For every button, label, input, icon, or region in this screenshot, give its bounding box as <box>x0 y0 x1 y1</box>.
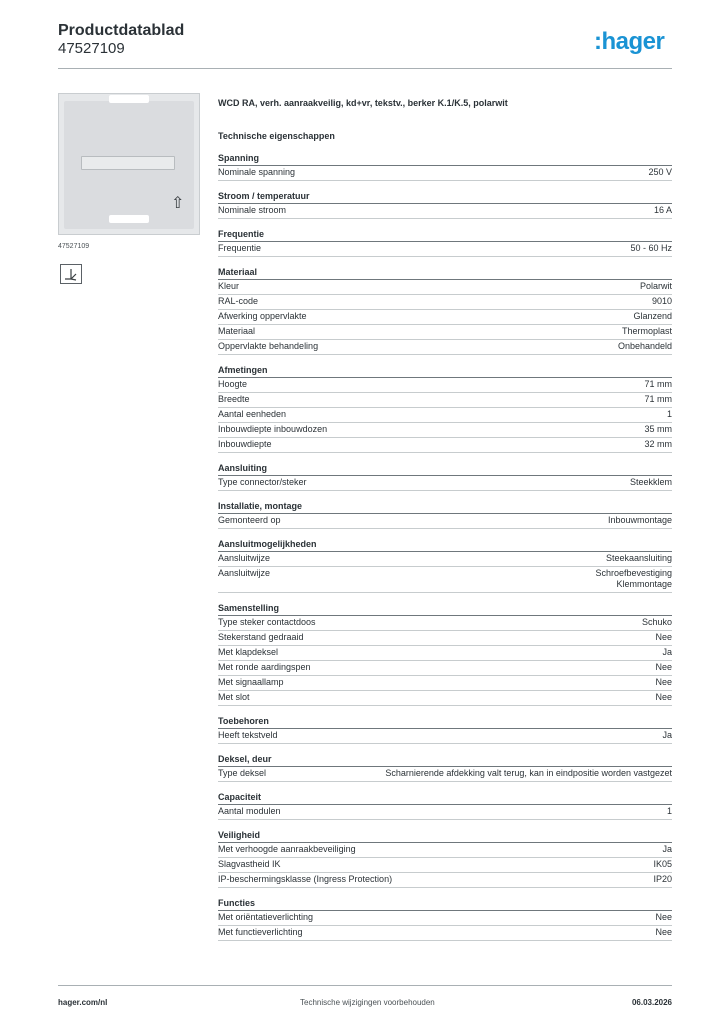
spec-label: Aansluitwijze <box>218 553 271 563</box>
spec-value: Nee <box>655 912 672 922</box>
spec-value: Nee <box>655 692 672 702</box>
spec-value: Nee <box>655 632 672 642</box>
spec-row <box>218 843 672 858</box>
spec-section <box>218 364 672 453</box>
spec-label: Met oriëntatieverlichting <box>218 912 314 922</box>
spec-value: Nee <box>655 677 672 687</box>
spec-label: Stekerstand gedraaid <box>218 632 304 642</box>
spec-section <box>218 500 672 529</box>
spec-row <box>218 325 672 340</box>
spec-label: Materiaal <box>218 326 256 336</box>
section-title: Stroom / temperatuur <box>218 190 672 204</box>
spec-label: Inbouwdiepte inbouwdozen <box>218 424 328 434</box>
spec-row <box>218 631 672 646</box>
spec-section <box>218 829 672 888</box>
spec-row <box>218 280 672 295</box>
product-image <box>58 93 200 235</box>
spec-label: Met slot <box>218 692 250 702</box>
spec-section <box>218 897 672 941</box>
socket-bottom-tab <box>109 215 149 223</box>
spec-value: Ja <box>662 844 672 854</box>
spec-label: Met klapdeksel <box>218 647 279 657</box>
spec-row <box>218 378 672 393</box>
section-title: Installatie, montage <box>218 500 672 514</box>
section-title: Samenstelling <box>218 602 672 616</box>
spec-value: 71 mm <box>644 379 672 389</box>
spec-section <box>218 753 672 782</box>
spec-row <box>218 423 672 438</box>
spec-label: Kleur <box>218 281 240 291</box>
spec-label: Breedte <box>218 394 250 404</box>
spec-row <box>218 616 672 631</box>
socket-connection-symbol-icon <box>60 264 82 284</box>
spec-value: 1 <box>666 806 672 816</box>
spec-value: 16 A <box>653 205 672 215</box>
footer-website-link[interactable]: hager.com/nl <box>58 998 108 1007</box>
spec-row <box>218 242 672 257</box>
hager-logo[interactable]: :hager <box>594 28 665 55</box>
spec-row <box>218 340 672 355</box>
socket-top-tab <box>109 95 149 103</box>
spec-row <box>218 926 672 941</box>
spec-label: Met signaallamp <box>218 677 284 687</box>
spec-section <box>218 715 672 744</box>
spec-label: Nominale spanning <box>218 167 296 177</box>
spec-label: Hoogte <box>218 379 248 389</box>
section-title: Frequentie <box>218 228 672 242</box>
spec-row <box>218 438 672 453</box>
spec-row <box>218 911 672 926</box>
spec-label: Frequentie <box>218 243 262 253</box>
spec-label: Aantal modulen <box>218 806 281 816</box>
spec-label: Type deksel <box>218 768 267 778</box>
spec-content <box>218 96 672 950</box>
spec-row <box>218 166 672 181</box>
spec-value: 1 <box>666 409 672 419</box>
spec-row <box>218 552 672 567</box>
spec-label: Afwerking oppervlakte <box>218 311 307 321</box>
spec-row <box>218 661 672 676</box>
spec-value: Steekklem <box>629 477 672 487</box>
spec-row <box>218 476 672 491</box>
spec-value: Ja <box>662 730 672 740</box>
section-title: Aansluitmogelijkheden <box>218 538 672 552</box>
spec-label: Aansluitwijze <box>218 568 271 578</box>
spec-section <box>218 228 672 257</box>
spec-value: 50 - 60 Hz <box>630 243 672 253</box>
spec-section <box>218 791 672 820</box>
spec-value: Steekaansluiting <box>605 553 672 563</box>
spec-row <box>218 310 672 325</box>
spec-row <box>218 295 672 310</box>
footer-divider <box>58 985 672 986</box>
spec-sections <box>218 152 672 941</box>
spec-row <box>218 204 672 219</box>
spec-row <box>218 676 672 691</box>
spec-value: Thermoplast <box>621 326 672 336</box>
spec-label: Oppervlakte behandeling <box>218 341 319 351</box>
spec-label: Inbouwdiepte <box>218 439 272 449</box>
spec-value: IK05 <box>653 859 672 869</box>
product-title: WCD RA, verh. aanraakveilig, kd+vr, tekstv., berker K.1/K.5, polarwit <box>218 98 508 108</box>
up-arrow-icon: ⇧ <box>171 195 185 212</box>
header-divider <box>58 68 672 69</box>
spec-label: Slagvastheid IK <box>218 859 281 869</box>
spec-value: 35 mm <box>644 424 672 434</box>
spec-row <box>218 858 672 873</box>
spec-label: RAL-code <box>218 296 259 306</box>
spec-value: IP20 <box>653 874 672 884</box>
section-title: Deksel, deur <box>218 753 672 767</box>
spec-value: Onbehandeld <box>617 341 672 351</box>
spec-row <box>218 805 672 820</box>
spec-label: Aantal eenheden <box>218 409 287 419</box>
spec-section <box>218 266 672 355</box>
spec-row <box>218 514 672 529</box>
spec-label: Met ronde aardingspen <box>218 662 311 672</box>
spec-section <box>218 190 672 219</box>
spec-label: Type connector/steker <box>218 477 307 487</box>
spec-label: Met functieverlichting <box>218 927 303 937</box>
spec-value: Glanzend <box>633 311 672 321</box>
spec-value: Inbouwmontage <box>607 515 672 525</box>
spec-section <box>218 538 672 593</box>
footer-date: 06.03.2026 <box>631 998 672 1007</box>
label-field <box>81 156 175 170</box>
spec-value: 9010 <box>651 296 672 306</box>
spec-label: Type steker contactdoos <box>218 617 316 627</box>
spec-value: Nee <box>655 662 672 672</box>
spec-label: Gemonteerd op <box>218 515 281 525</box>
spec-value: Ja <box>662 647 672 657</box>
spec-label: Heeft tekstveld <box>218 730 278 740</box>
spec-value: Schuko <box>641 617 672 627</box>
spec-row <box>218 646 672 661</box>
spec-value: Nee <box>655 927 672 937</box>
spec-value: Scharnierende afdekking valt terug, kan in eindpositie worden vastgezet <box>385 768 672 778</box>
spec-value: Polarwit <box>639 281 672 291</box>
product-number: 47527109 <box>58 40 125 57</box>
spec-row <box>218 873 672 888</box>
spec-value: 32 mm <box>644 439 672 449</box>
section-title: Toebehoren <box>218 715 672 729</box>
spec-row <box>218 729 672 744</box>
spec-row <box>218 767 672 782</box>
spec-section <box>218 152 672 181</box>
spec-value: 71 mm <box>644 394 672 404</box>
spec-section <box>218 462 672 491</box>
spec-value: Schroefbevestiging Klemmontage <box>595 568 672 589</box>
spec-row <box>218 691 672 706</box>
section-title: Materiaal <box>218 266 672 280</box>
doc-title: Productdatablad <box>58 22 185 39</box>
section-title: Aansluiting <box>218 462 672 476</box>
spec-row <box>218 393 672 408</box>
tech-heading: Technische eigenschappen <box>218 131 335 141</box>
section-title: Capaciteit <box>218 791 672 805</box>
spec-row <box>218 567 672 593</box>
spec-row <box>218 408 672 423</box>
spec-label: IP-beschermingsklasse (Ingress Protection) <box>218 874 393 884</box>
image-caption: 47527109 <box>58 243 90 250</box>
footer-disclaimer: Technische wijzigingen voorbehouden <box>300 998 435 1007</box>
spec-value: 250 V <box>648 167 672 177</box>
section-title: Afmetingen <box>218 364 672 378</box>
spec-label: Met verhoogde aanraakbeveiliging <box>218 844 356 854</box>
spec-label: Nominale stroom <box>218 205 287 215</box>
section-title: Veiligheid <box>218 829 672 843</box>
section-title: Spanning <box>218 152 672 166</box>
spec-section <box>218 602 672 706</box>
section-title: Functies <box>218 897 672 911</box>
